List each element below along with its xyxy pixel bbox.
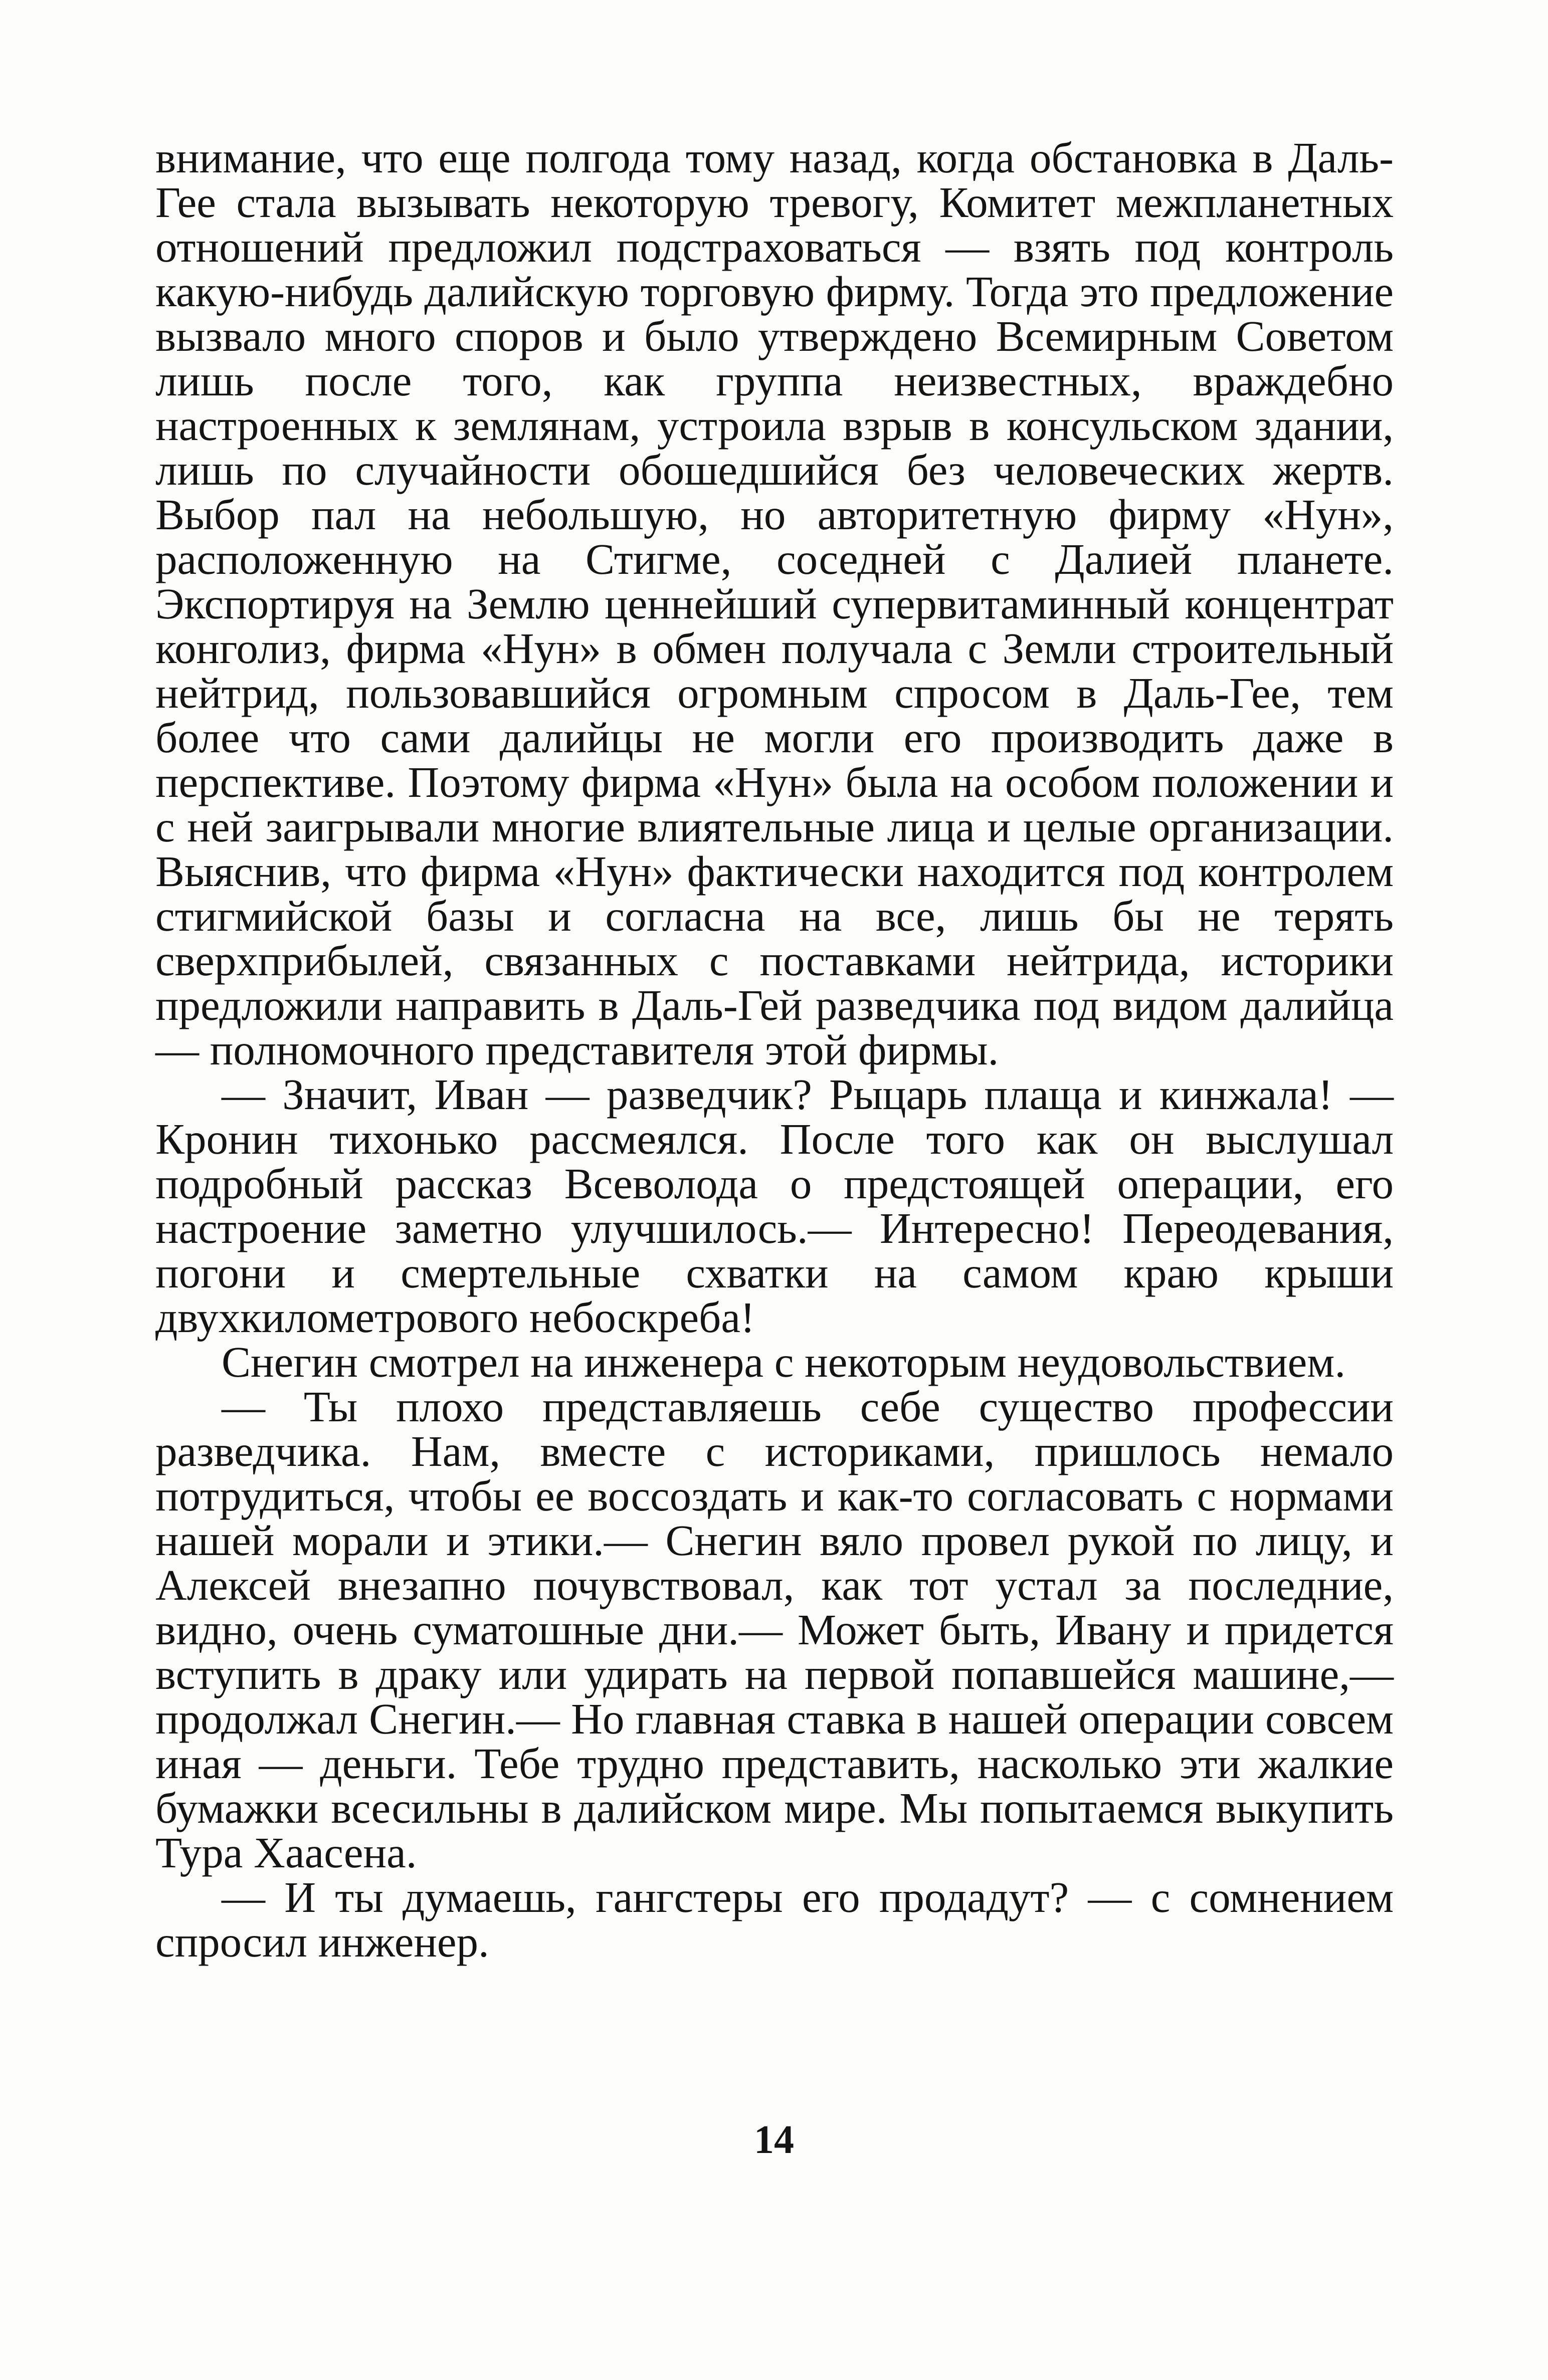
paragraph-1: внимание, что еще полгода тому назад, когда обстановка в Даль-Гее стала вызывать некоторую тревогу, Комитет межпланетных отношений предложил подстраховаться — взять под контроль какую-нибудь далийскую торговую фирму. Тогда это предложение вызвало много споров и было утверждено Всемирным Советом лишь после того, как группа неизвестных, враждебно настроенных к землянам, устроила взрыв в консульском здании, лишь по случайности обошедшийся без человеческих жертв. Выбор пал на небольшую, но авторитетную фирму «Нун», расположенную на Стигме, соседней с Далией планете. Экспортируя на Землю ценнейший супервитаминный концентрат конголиз, фирма «Нун» в обмен получала с Земли строительный нейтрид, пользовавшийся огромным спросом в Даль-Гее, тем более что сами далийцы не могли его производить даже в перспективе. Поэтому фирма «Нун» была на особом положении и с ней заигрывали многие влиятельные лица и целые организации. Выяснив, что фирма «Нун» фактически находится под контролем стигмийской базы и согласна на все, лишь бы не терять сверхприбылей, связанных с поставками нейтрида, историки предложили направить в Даль-Гей разведчика под видом далийца — полномочного представителя этой фирмы. <box>155 133 1394 1074</box>
paragraph-5: — И ты думаешь, гангстеры его продадут? — с сомнением спросил инженер. <box>155 1873 1394 1966</box>
paragraph-2: — Значит, Иван — разведчик? Рыцарь плаща и кинжала! — Кронин тихонько рассмеялся. После того как он выслушал подробный рассказ Всеволода о предстоящей операции, его настроение заметно улучшилось.— Интересно! Переодевания, погони и смертельные схватки на самом краю крыши двухкилометрового небоскреба! <box>155 1070 1394 1342</box>
paragraph-4: — Ты плохо представляешь себе существо профессии разведчика. Нам, вместе с историками, пришлось немало потрудиться, чтобы ее воссоздать и как-то согласовать с нормами нашей морали и этики.— Снегин вяло провел рукой по лицу, и Алексей внезапно почувствовал, как тот устал за последние, видно, очень суматошные дни.— Может быть, Ивану и придется вступить в драку или удирать на первой попавшейся машине,— продолжал Снегин.— Но главная ставка в нашей операции совсем иная — деньги. Тебе трудно представить, насколько эти жалкие бумажки всесильны в далийском мире. Мы попытаемся выкупить Тура Хаасена. <box>155 1382 1394 1877</box>
body-text <box>155 135 1394 1964</box>
paragraph-3: Снегин смотрел на инженера с некоторым неудовольствием. <box>222 1338 1346 1386</box>
page-number: 14 <box>754 2118 794 2162</box>
